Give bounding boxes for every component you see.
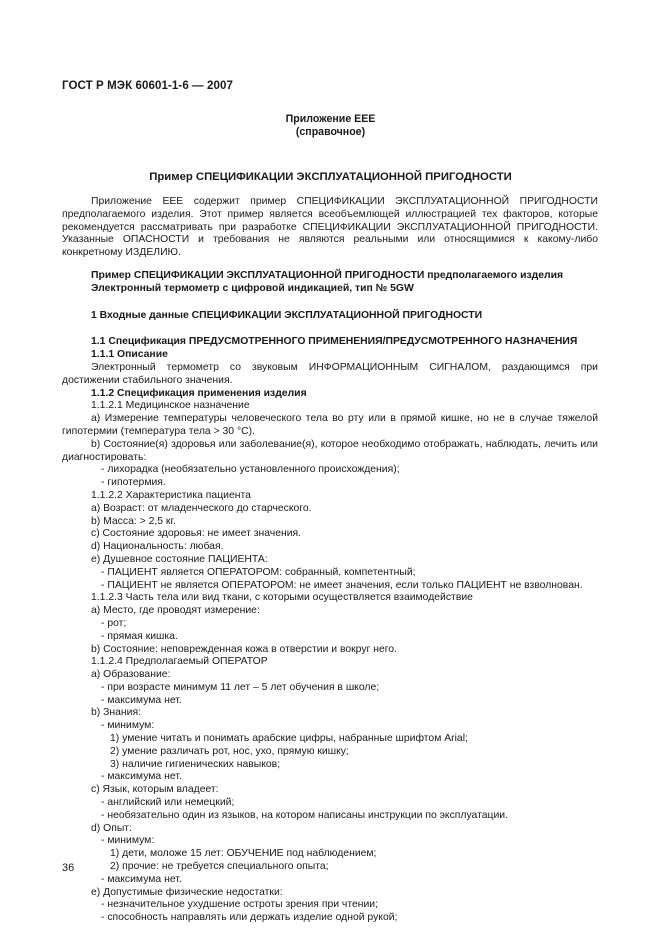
list-item: 2) умение различать рот, нос, ухо, прямую кишку; <box>110 745 349 757</box>
appendix-subtitle: (справочное) <box>295 126 366 138</box>
list-item: - ПАЦИЕНТ является ОПЕРАТОРОМ: собранный, компетентный; <box>101 566 416 578</box>
list-item: 1) умение читать и понимать арабские цифры, набранные шрифтом Arial; <box>110 733 468 745</box>
list-item: - незначительное ухудшение остроты зрения при чтении; <box>101 899 378 911</box>
list-item: - ПАЦИЕНТ не является ОПЕРАТОРОМ: не имеет значения, если только ПАЦИЕНТ не взволнован. <box>101 579 583 591</box>
list-item: - максимума нет. <box>101 694 182 706</box>
list-item: e) Душевное состояние ПАЦИЕНТА: <box>91 553 268 565</box>
list-item: а) Возраст: от младенческого до старческого. <box>91 502 312 514</box>
page-number: 36 <box>62 862 75 874</box>
section-1-1-2-heading: 1.1.2 Спецификация применения изделия <box>91 387 307 399</box>
section-1-1-2-4-heading: 1.1.2.4 Предполагаемый ОПЕРАТОР <box>91 656 268 668</box>
intro-paragraph: Приложение ЕЕЕ содержит пример СПЕЦИФИКАЦИИ ЭКСПЛУАТАЦИОННОЙ ПРИГОДНОСТИ предполагаемого изделия. Этот пример является всеобъемлющей иллюстрацией тех факторов, которые рекомендуется рассматривать при разработке СПЕЦИФИКАЦИИ ЭКСПЛУАТАЦИОННОЙ ПРИГОДНОСТИ. Указанные ОПАСНОСТИ и требования не являются реальными или относящимися к какому-либо конкретному ИЗДЕЛИЮ. <box>62 196 598 259</box>
section-1-1-2-1-heading: 1.1.2.1 Медицинское назначение <box>91 400 250 412</box>
list-item: - максимума нет. <box>101 873 182 885</box>
list-item: - максимума нет. <box>101 771 182 783</box>
list-item: - прямая кишка. <box>101 630 178 642</box>
document-title: Пример СПЕЦИФИКАЦИИ ЭКСПЛУАТАЦИОННОЙ ПРИГОДНОСТИ <box>149 171 512 183</box>
list-item: c) Состояние здоровья: не имеет значения. <box>91 528 302 540</box>
list-item: e) Допустимые физические недостатки: <box>91 886 283 898</box>
example-heading-line1: Пример СПЕЦИФИКАЦИИ ЭКСПЛУАТАЦИОННОЙ ПРИГОДНОСТИ предполагаемого изделия <box>91 269 564 281</box>
list-item: b) Масса: > 2,5 кг. <box>91 515 176 527</box>
standard-header: ГОСТ Р МЭК 60601-1-6 — 2007 <box>62 80 233 92</box>
section-1-1-1-heading: 1.1.1 Описание <box>91 349 168 361</box>
list-item: - гипотермия. <box>101 477 166 489</box>
section-1-heading: 1 Входные данные СПЕЦИФИКАЦИИ ЭКСПЛУАТАЦИОННОЙ ПРИГОДНОСТИ <box>91 309 483 321</box>
list-item: - минимум: <box>101 720 155 732</box>
list-item: - способность направлять или держать изделие одной рукой; <box>101 912 398 924</box>
description-text: Электронный термометр со звуковым ИНФОРМАЦИОННЫМ СИГНАЛОМ, раздающимся при достижении стабильного значения. <box>62 361 598 386</box>
example-heading-line2: Электронный термометр с цифровой индикацией, тип № 5GW <box>91 282 414 294</box>
item-health-state: b) Состояние(я) здоровья или заболевание(я), которое необходимо отображать, наблюдать, лечить или диагностировать: <box>62 438 598 463</box>
list-item: d) Национальность: любая. <box>91 541 224 553</box>
list-item: 2) прочие: не требуется специального опыта; <box>110 861 329 873</box>
list-item: - рот; <box>101 617 127 629</box>
list-item: а) Место, где проводят измерение: <box>91 605 260 617</box>
section-1-1-2-3-heading: 1.1.2.3 Часть тела или вид ткани, с которыми осуществляется взаимодействие <box>91 592 473 604</box>
list-item: 3) наличие гигиенических навыков; <box>110 758 281 770</box>
list-item: b) Состояние: неповрежденная кожа в отверстии и вокруг него. <box>91 643 397 655</box>
list-item: - лихорадка (необязательно установленного происхождения); <box>101 464 400 476</box>
list-item: а) Образование: <box>91 669 171 681</box>
list-item: 1) дети, моложе 15 лет: ОБУЧЕНИЕ под наблюдением; <box>110 848 377 860</box>
list-item: - английский или немецкий; <box>101 797 235 809</box>
list-item: - минимум: <box>101 835 155 847</box>
list-item: c) Язык, которым владеет: <box>91 784 219 796</box>
list-item: b) Знания: <box>91 707 141 719</box>
item-measurement: а) Измерение температуры человеческого тела во рту или в прямой кишке, но не в случае тяжелой гипотермии (температура тела > 30 °C). <box>62 413 598 437</box>
document-body <box>62 196 598 925</box>
section-1-1-heading: 1.1 Спецификация ПРЕДУСМОТРЕННОГО ПРИМЕНЕНИЯ/ПРЕДУСМОТРЕННОГО НАЗНАЧЕНИЯ <box>91 336 578 348</box>
appendix-title: Приложение ЕЕЕ <box>285 113 376 125</box>
list-item: - при возрасте минимум 11 лет – 5 лет обучения в школе; <box>101 681 380 693</box>
list-item: d) Опыт: <box>91 822 132 834</box>
section-1-1-2-2-heading: 1.1.2.2 Характеристика пациента <box>91 489 251 501</box>
list-item: - необязательно один из языков, на котором написаны инструкции по эксплуатации. <box>101 809 508 821</box>
